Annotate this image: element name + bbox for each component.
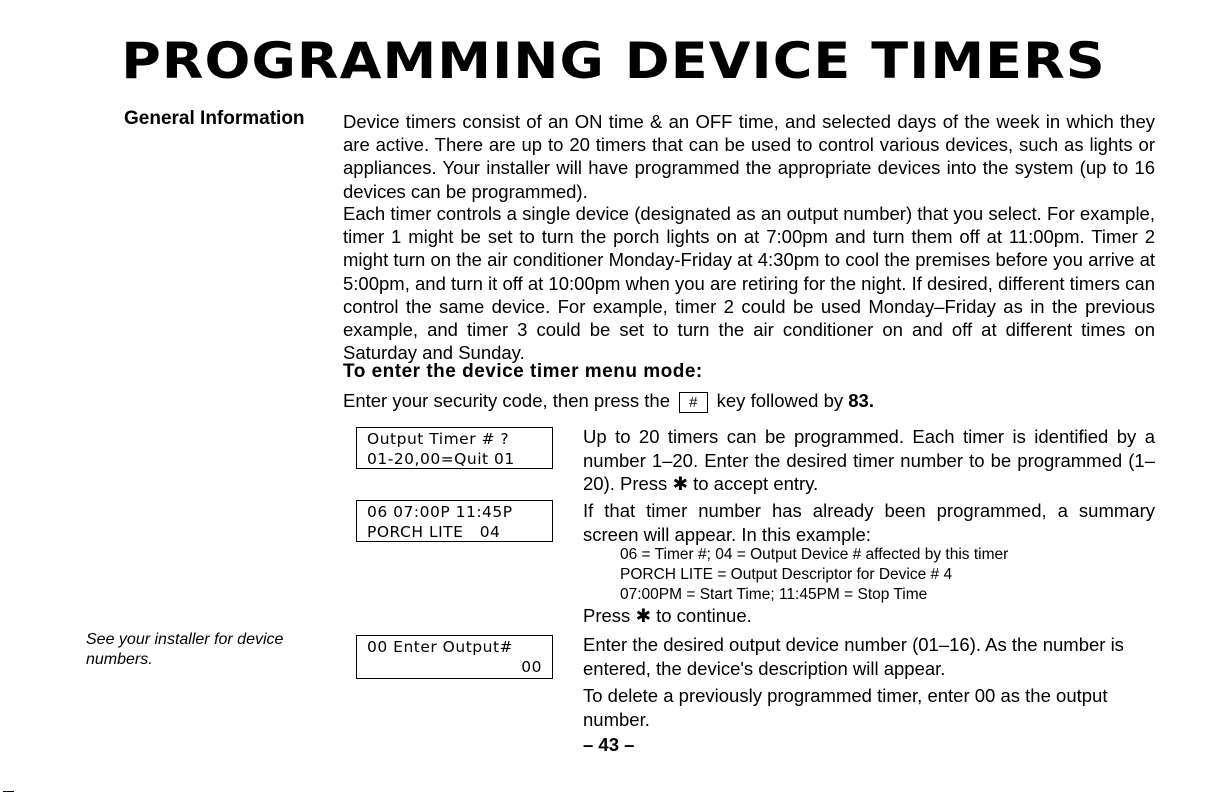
menu-code: 83. bbox=[848, 390, 874, 411]
step-timer-number bbox=[583, 425, 1155, 496]
lcd-line-2: 00 bbox=[521, 658, 542, 676]
enter-code-instruction bbox=[343, 389, 874, 413]
star-key-icon: ✱ bbox=[672, 473, 688, 495]
lcd-line-1: 00 Enter Output# bbox=[367, 638, 514, 656]
lcd-display-output-timer bbox=[356, 427, 553, 469]
key-followed-text: key followed by bbox=[716, 390, 844, 411]
continue-text: to continue. bbox=[656, 605, 752, 626]
press-to-continue bbox=[583, 604, 752, 628]
enter-code-text: Enter your security code, then press the bbox=[343, 390, 671, 411]
lcd-line-1: 06 07:00P 11:45P bbox=[367, 503, 513, 521]
step1-text: Up to 20 timers can be programmed. Each timer is identified by a number 1–20. Enter the desired timer number to be programmed (1–20). Press bbox=[583, 426, 1155, 495]
step-output-device: Enter the desired output device number (01–16). As the number is entered, the device's description will appear. bbox=[583, 634, 1124, 679]
lcd-line-1: Output Timer # ? bbox=[367, 430, 510, 448]
example-line: 06 = Timer #; 04 = Output Device # affected by this timer bbox=[620, 546, 1009, 563]
example-line: 07:00PM = Start Time; 11:45PM = Stop Time bbox=[620, 586, 928, 603]
lcd-line-2: PORCH LITE 04 bbox=[367, 523, 501, 541]
lcd-display-summary bbox=[356, 500, 553, 542]
intro-paragraph bbox=[343, 110, 1155, 203]
example-line: PORCH LITE = Output Descriptor for Device # 4 bbox=[620, 566, 953, 583]
intro-paragraph-text: Device timers consist of an ON time & an OFF time, and selected days of the week in which they are active. There are up to 20 timers that can be used to control various devices, such as lights or appliances. Your installer will have programmed the appropriate devices into the system (up to 16 devices can be programmed). bbox=[343, 111, 1155, 202]
step-delete-timer: To delete a previously programmed timer, enter 00 as the output number. bbox=[583, 685, 1108, 730]
scan-corner-mark bbox=[3, 791, 14, 792]
general-information-heading: General Information bbox=[124, 108, 305, 129]
step-summary-screen bbox=[583, 499, 1155, 546]
step1-text-end: to accept entry. bbox=[693, 473, 819, 495]
star-key-icon: ✱ bbox=[635, 605, 651, 626]
timer-example-paragraph-text: Each timer controls a single device (designated as an output number) that you select. For example, timer 1 might be set to turn the porch lights on at 7:00pm and turn them off at 11:00pm. Timer 2 might turn on the air conditioner Monday-Friday at 4:30pm to cool the premises before you arrive at 5:00pm, and turn it off at 10:00pm when you are retiring for the night. If desired, different timers can control the same device. For example, timer 2 could be used Monday–Friday as in the previous example, and timer 3 could be set to turn the air conditioner on and off at different times on Saturday and Sunday. bbox=[343, 203, 1155, 364]
step-summary-text: If that timer number has already been programmed, a summary screen will appear. In this example: bbox=[583, 500, 1155, 545]
lcd-display-enter-output bbox=[356, 635, 553, 679]
installer-side-note: See your installer for device numbers. bbox=[86, 631, 284, 668]
lcd-line-2: 01-20,00=Quit 01 bbox=[367, 450, 515, 468]
page-number: – 43 – bbox=[583, 734, 635, 755]
pound-key-icon: # bbox=[679, 392, 707, 413]
press-text: Press bbox=[583, 605, 631, 626]
timer-example-paragraph bbox=[343, 202, 1155, 364]
page-title: PROGRAMMING DEVICE TIMERS bbox=[121, 32, 1106, 90]
step-timer-number-text bbox=[583, 425, 1155, 496]
menu-mode-heading: To enter the device timer menu mode: bbox=[343, 361, 703, 382]
